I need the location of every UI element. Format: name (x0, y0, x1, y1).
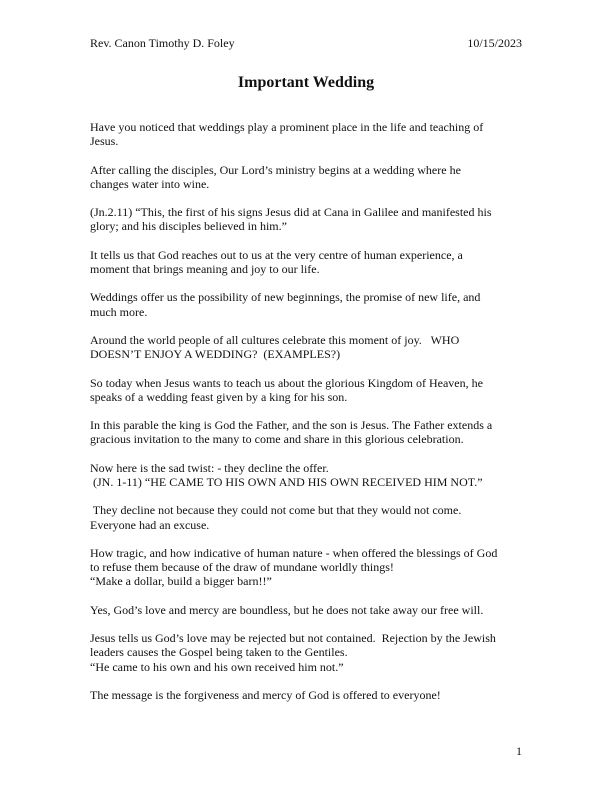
header-date: 10/15/2023 (467, 36, 522, 50)
paragraph (90, 546, 526, 589)
paragraph-line: gracious invitation to the many to come and share in this glorious celebration. (90, 432, 464, 447)
paragraph-line: Now here is the sad twist: - they decline the offer. (90, 460, 329, 475)
paragraph (90, 205, 526, 233)
paragraph (90, 688, 526, 702)
document-title: Important Wedding (237, 74, 375, 91)
document-body (90, 120, 526, 716)
paragraph-line: “Make a dollar, build a bigger barn!!” (90, 574, 272, 589)
paragraph (90, 603, 526, 617)
paragraph-line: How tragic, and how indicative of human nature - when offered the blessings of God (90, 545, 498, 560)
paragraph (90, 503, 526, 531)
paragraph-line: The message is the forgiveness and mercy of God is offered to everyone! (90, 687, 441, 702)
paragraph (90, 333, 526, 361)
paragraph (90, 120, 526, 148)
paragraph-line: It tells us that God reaches out to us at the very centre of human experience, a (90, 247, 463, 262)
paragraph-line: (JN. 1-11) “HE CAME TO HIS OWN AND HIS OWN RECEIVED HIM NOT.” (90, 474, 483, 489)
header-author: Rev. Canon Timothy D. Foley (90, 36, 235, 50)
paragraph (90, 631, 526, 674)
paragraph-line: much more. (90, 304, 148, 319)
paragraph-line: Everyone had an excuse. (90, 517, 210, 532)
paragraph-line: glory; and his disciples believed in him.” (90, 219, 287, 234)
page-number: 1 (516, 744, 522, 758)
paragraph-line: changes water into wine. (90, 176, 210, 191)
paragraph-line: After calling the disciples, Our Lord’s ministry begins at a wedding where he (90, 162, 461, 177)
paragraph (90, 418, 526, 446)
paragraph-line: Yes, God’s love and mercy are boundless, but he does not take away our free will. (90, 602, 484, 617)
paragraph (90, 163, 526, 191)
paragraph-line: speaks of a wedding feast given by a king for his son. (90, 389, 348, 404)
paragraph-line: Weddings offer us the possibility of new beginnings, the promise of new life, and (90, 290, 481, 305)
paragraph-line: Have you noticed that weddings play a prominent place in the life and teaching of (90, 120, 484, 134)
paragraph-line: “He came to his own and his own received him not.” (90, 659, 344, 674)
paragraph-line: moment that brings meaning and joy to our life. (90, 261, 320, 276)
paragraph-line: leaders causes the Gospel being taken to the Gentiles. (90, 645, 348, 660)
paragraph-line: to refuse them because of the draw of mundane worldly things! (90, 560, 394, 575)
paragraph (90, 376, 526, 404)
paragraph-line: Around the world people of all cultures celebrate this moment of joy. WHO (90, 332, 460, 347)
paragraph-line: Jesus tells us God’s love may be rejected but not contained. Rejection by the Jewish (90, 631, 496, 646)
paragraph-line: So today when Jesus wants to teach us about the glorious Kingdom of Heaven, he (90, 375, 483, 390)
paragraph-line: DOESN’T ENJOY A WEDDING? (EXAMPLES?) (90, 347, 341, 362)
paragraph (90, 290, 526, 318)
paragraph-line: Jesus. (90, 134, 119, 149)
paragraph-line: (Jn.2.11) “This, the first of his signs Jesus did at Cana in Galilee and manifested his (90, 205, 492, 220)
paragraph (90, 461, 526, 489)
paragraph (90, 248, 526, 276)
paragraph-line: In this parable the king is God the Father, and the son is Jesus. The Father extends a (90, 418, 493, 433)
paragraph-line: They decline not because they could not come but that they would not come. (90, 503, 462, 518)
